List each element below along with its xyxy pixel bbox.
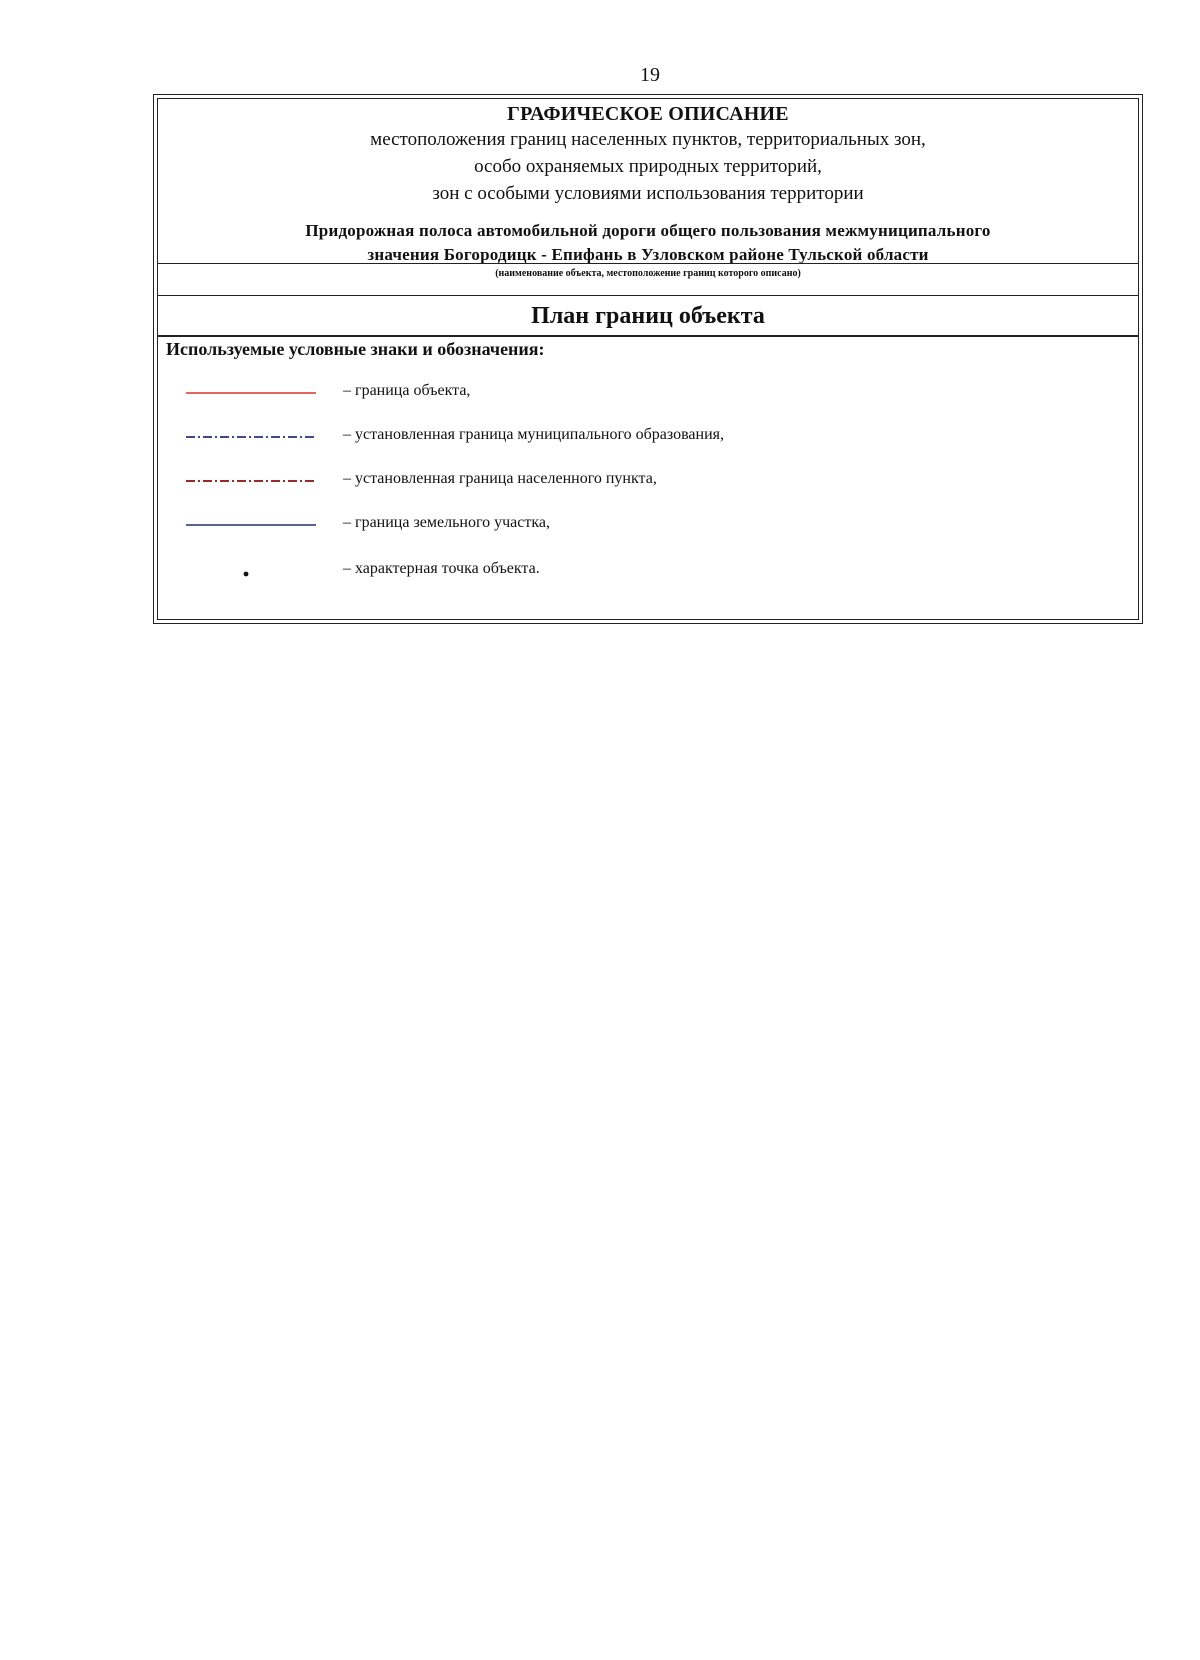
legend-label: – граница земельного участка, <box>343 514 550 531</box>
legend-heading: Используемые условные знаки и обозначения: <box>166 339 545 359</box>
legend-item-land-plot-boundary <box>158 511 1138 537</box>
separator-line <box>158 263 1138 264</box>
subtitle-line-3: зон с особыми условиями использования территории <box>432 183 864 204</box>
document-title: ГРАФИЧЕСКОЕ ОПИСАНИЕ <box>507 103 789 125</box>
document-frame-inner <box>157 98 1139 620</box>
subtitle-line-1: местоположения границ населенных пунктов, территориальных зон, <box>370 129 926 150</box>
object-name <box>158 219 1138 267</box>
legend-label: – установленная граница населенного пункта, <box>343 470 657 487</box>
object-name-line-2: значения Богородицк - Епифань в Узловском районе Тульской области <box>367 245 929 264</box>
legend-label: – установленная граница муниципального образования, <box>343 426 725 443</box>
header-block <box>158 99 1138 265</box>
legend-item-settlement-boundary <box>158 467 1138 493</box>
dash-dot-blue-line-icon <box>186 431 316 443</box>
legend-label: – граница объекта, <box>343 382 471 399</box>
object-caption: (наименование объекта, местоположение границ которого описано) <box>495 268 801 279</box>
plan-title: План границ объекта <box>531 303 765 329</box>
separator-line <box>158 295 1138 296</box>
object-name-line-1: Придорожная полоса автомобильной дороги общего пользования межмуниципального <box>305 221 991 240</box>
legend-label: – характерная точка объекта. <box>343 560 540 577</box>
solid-red-line-icon <box>186 387 316 399</box>
subtitle-line-2: особо охраняемых природных территорий, <box>474 156 822 177</box>
document-frame <box>153 94 1143 624</box>
point-dot-icon <box>186 565 316 577</box>
legend-item-characteristic-point <box>158 557 1138 583</box>
legend-item-object-boundary <box>158 379 1138 405</box>
legend-item-municipal-boundary <box>158 423 1138 449</box>
legend-block <box>158 335 1138 619</box>
solid-blue-line-icon <box>186 519 316 531</box>
dash-dot-red-line-icon <box>186 475 316 487</box>
page-number: 19 <box>640 64 660 86</box>
